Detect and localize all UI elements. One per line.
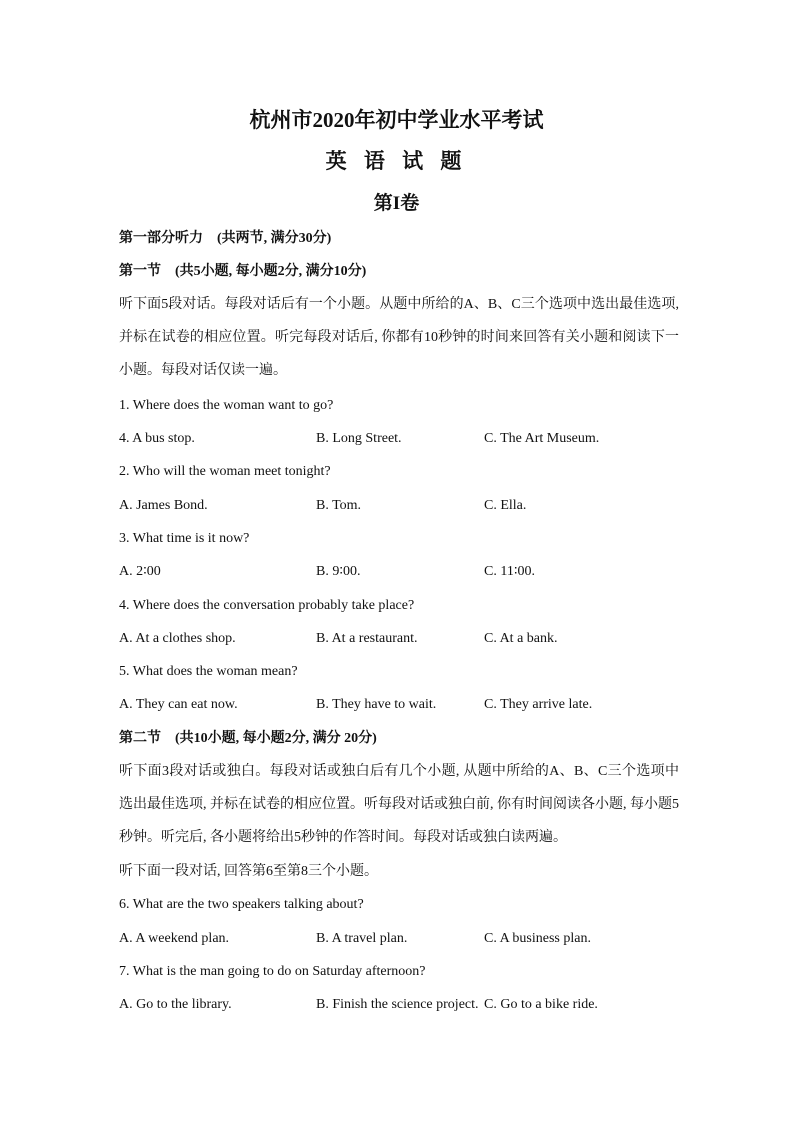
section1-instructions: 听下面5段对话。每段对话后有一个小题。从题中所给的A、B、C三个选项中选出最佳选项, 并标在试卷的相应位置。听完每段对话后, 你都有10秒钟的时间来回答有关小题和阅读下一小题。每段对话仅读一遍。: [119, 297, 679, 378]
q2-option-c: C. Ella.: [484, 498, 527, 513]
q6-option-c: C. A business plan.: [484, 931, 591, 946]
q3-option-a: A. 2∶00: [119, 564, 161, 579]
q2-option-b: B. Tom.: [316, 498, 362, 513]
section2-heading: 第二节 (共10小题, 每小题2分, 满分 20分): [119, 731, 377, 746]
question-3: 3. What time is it now?: [119, 531, 250, 546]
question-6: 6. What are the two speakers talking about?: [119, 897, 364, 912]
q4-option-a: A. At a clothes shop.: [119, 631, 236, 646]
question-1: 1. Where does the woman want to go?: [119, 398, 334, 413]
q4-option-b: B. At a restaurant.: [316, 631, 418, 646]
q4-option-c: C. At a bank.: [484, 631, 558, 646]
q6-option-b: B. A travel plan.: [316, 931, 408, 946]
q5-option-b: B. They have to wait.: [316, 697, 437, 712]
section2-sub-instruction: 听下面一段对话, 回答第6至第8三个小题。: [119, 864, 378, 879]
volume-title: 第I卷: [373, 193, 420, 214]
question-5: 5. What does the woman mean?: [119, 664, 298, 679]
subject-title: 英 语 试 题: [325, 149, 468, 173]
q7-option-a: A. Go to the library.: [119, 997, 232, 1012]
q3-option-c: C. 11∶00.: [484, 564, 535, 579]
section1-heading: 第一节 (共5小题, 每小题2分, 满分10分): [119, 264, 367, 279]
q7-option-b: B. Finish the science project.: [316, 997, 479, 1012]
q5-option-c: C. They arrive late.: [484, 697, 593, 712]
q1-option-c: C. The Art Museum.: [484, 431, 600, 446]
q7-option-c: C. Go to a bike ride.: [484, 997, 598, 1012]
question-2: 2. Who will the woman meet tonight?: [119, 464, 331, 479]
exam-title: 杭州市2020年初中学业水平考试: [249, 108, 544, 132]
q1-option-a: 4. A bus stop.: [119, 431, 195, 446]
q3-option-b: B. 9∶00.: [316, 564, 361, 579]
question-4: 4. Where does the conversation probably take place?: [119, 598, 415, 613]
part1-heading: 第一部分听力 (共两节, 满分30分): [119, 231, 332, 246]
question-7: 7. What is the man going to do on Saturday afternoon?: [119, 964, 426, 979]
q5-option-a: A. They can eat now.: [119, 697, 238, 712]
q6-option-a: A. A weekend plan.: [119, 931, 230, 946]
section2-instructions: 听下面3段对话或独白。每段对话或独白后有几个小题, 从题中所给的A、B、C三个选项中选出最佳选项, 并标在试卷的相应位置。听每段对话或独白前, 你有时间阅读各小题, 每小题5秒钟。听完后, 各小题将给出5秒钟的作答时间。每段对话或独白读两遍。: [119, 764, 679, 845]
q1-option-b: B. Long Street.: [316, 431, 402, 446]
q2-option-a: A. James Bond.: [119, 498, 208, 513]
